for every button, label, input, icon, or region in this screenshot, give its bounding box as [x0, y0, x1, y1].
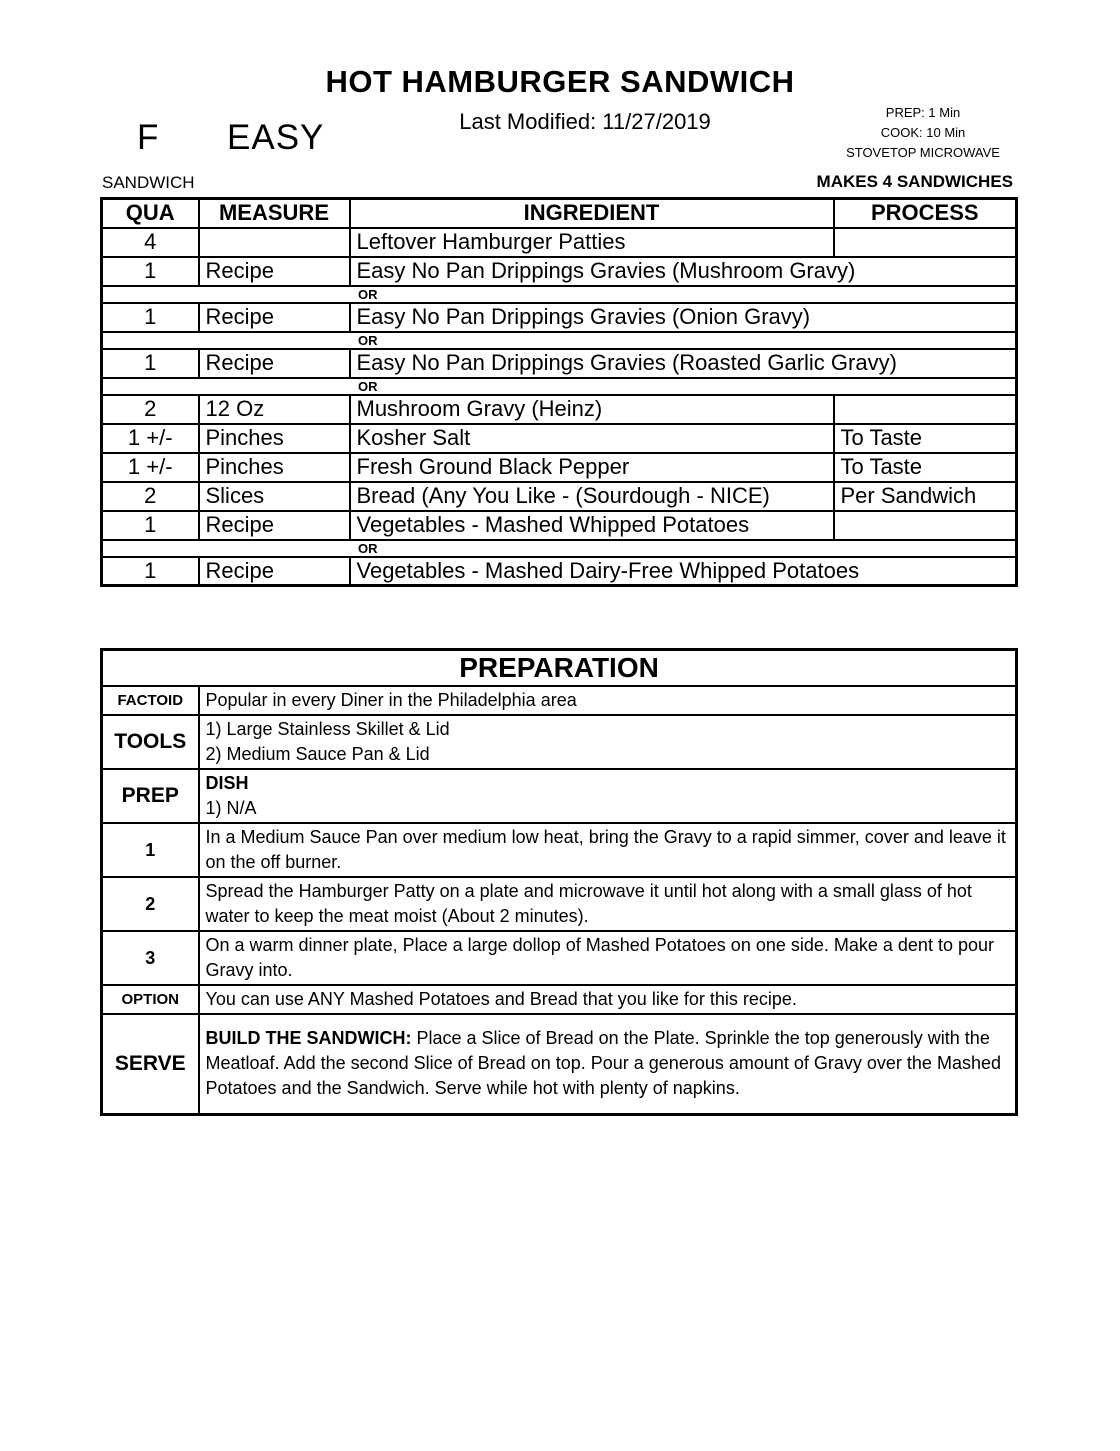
process-cell: To Taste — [834, 424, 1017, 453]
step-row — [102, 877, 1017, 931]
serve-lead: BUILD THE SANDWICH: — [205, 1028, 412, 1049]
col-header-qua: QUA — [102, 199, 199, 228]
ingredient-row — [102, 424, 1017, 453]
factoid-label: FACTOID — [102, 686, 199, 715]
measure-cell: Recipe — [199, 557, 350, 586]
serve-label: SERVE — [102, 1014, 199, 1114]
prep-item: 1) N/A — [205, 798, 257, 818]
grade-label: F — [137, 118, 159, 157]
tool-item: 2) Medium Sauce Pan & Lid — [205, 744, 430, 764]
step-row — [102, 823, 1017, 877]
ingredient-row — [102, 395, 1017, 424]
step-row — [102, 931, 1017, 985]
tools-row — [102, 715, 1017, 769]
prep-details — [199, 769, 1017, 823]
ingredient-cell: Vegetables - Mashed Dairy-Free Whipped Potatoes — [350, 557, 1017, 586]
ingredient-row — [102, 453, 1017, 482]
measure-cell: Pinches — [199, 424, 350, 453]
qua-cell: 1 — [102, 303, 199, 332]
ingredient-row — [102, 349, 1017, 378]
difficulty-label: EASY — [227, 118, 325, 157]
serve-row — [102, 1014, 1017, 1114]
tool-item: 1) Large Stainless Skillet & Lid — [205, 719, 450, 739]
ingredient-cell: Easy No Pan Drippings Gravies (Onion Gravy) — [350, 303, 1017, 332]
prep-time: PREP: 1 Min — [885, 105, 961, 120]
option-label: OPTION — [102, 985, 199, 1014]
factoid-text: Popular in every Diner in the Philadelphia area — [199, 686, 1017, 715]
preparation-title: PREPARATION — [102, 650, 1017, 687]
ingredient-row — [102, 303, 1017, 332]
tools-list — [199, 715, 1017, 769]
or-row — [102, 540, 1017, 557]
timing-block — [832, 103, 1014, 163]
process-cell — [834, 395, 1017, 424]
serve-body: Place a Slice of Bread on the Plate. Sprinkle the top generously with the Meatloaf. Add the second Slice of Bread on top. Pour a generous amount of Gravy over the Mashed Potatoes and the Sandwich. Serve while hot with plenty of napkins. — [205, 1028, 1001, 1099]
ingredient-cell: Mushroom Gravy (Heinz) — [350, 395, 834, 424]
step-text: In a Medium Sauce Pan over medium low heat, bring the Gravy to a rapid simmer, cover and leave it on the off burner. — [199, 823, 1017, 877]
ingredient-cell: Easy No Pan Drippings Gravies (Roasted Garlic Gravy) — [350, 349, 1017, 378]
ingredient-cell: Kosher Salt — [350, 424, 834, 453]
process-cell: Per Sandwich — [834, 482, 1017, 511]
qua-cell: 1 +/- — [102, 453, 199, 482]
ingredients-table — [100, 197, 1018, 587]
preparation-table — [100, 648, 1018, 1116]
prep-label: PREP — [102, 769, 199, 823]
qua-cell: 1 +/- — [102, 424, 199, 453]
step-number: 1 — [102, 823, 199, 877]
step-number: 2 — [102, 877, 199, 931]
or-label: OR — [102, 286, 1017, 303]
ingredient-cell: Leftover Hamburger Patties — [350, 228, 834, 257]
ingredient-row — [102, 257, 1017, 286]
or-row — [102, 286, 1017, 303]
ingredient-row — [102, 511, 1017, 540]
page-title: HOT HAMBURGER SANDWICH — [325, 64, 795, 99]
ingredient-cell: Easy No Pan Drippings Gravies (Mushroom Gravy) — [350, 257, 1017, 286]
step-number: 3 — [102, 931, 199, 985]
ingredient-cell: Bread (Any You Like - (Sourdough - NICE) — [350, 482, 834, 511]
process-cell: To Taste — [834, 453, 1017, 482]
ingredient-row — [102, 228, 1017, 257]
measure-cell: Pinches — [199, 453, 350, 482]
col-header-process: PROCESS — [834, 199, 1017, 228]
or-label: OR — [102, 540, 1017, 557]
or-row — [102, 332, 1017, 349]
ingredient-row — [102, 482, 1017, 511]
qua-cell: 1 — [102, 557, 199, 586]
qua-cell: 1 — [102, 257, 199, 286]
qua-cell: 2 — [102, 482, 199, 511]
ingredient-cell: Vegetables - Mashed Whipped Potatoes — [350, 511, 834, 540]
option-text: You can use ANY Mashed Potatoes and Bread that you like for this recipe. — [199, 985, 1017, 1014]
cook-method: STOVETOP MICROWAVE — [846, 145, 1000, 160]
step-text: On a warm dinner plate, Place a large dollop of Mashed Potatoes on one side. Make a dent to pour Gravy into. — [199, 931, 1017, 985]
qua-cell: 4 — [102, 228, 199, 257]
measure-cell: Recipe — [199, 303, 350, 332]
yield-label: MAKES 4 SANDWICHES — [816, 172, 1013, 191]
cook-time: COOK: 10 Min — [880, 125, 966, 140]
or-row — [102, 378, 1017, 395]
qua-cell: 1 — [102, 349, 199, 378]
or-label: OR — [102, 332, 1017, 349]
process-cell — [834, 228, 1017, 257]
qua-cell: 1 — [102, 511, 199, 540]
qua-cell: 2 — [102, 395, 199, 424]
measure-cell: Recipe — [199, 349, 350, 378]
or-label: OR — [102, 378, 1017, 395]
measure-cell: Recipe — [199, 511, 350, 540]
measure-cell: Recipe — [199, 257, 350, 286]
col-header-ingredient: INGREDIENT — [350, 199, 834, 228]
tools-label: TOOLS — [102, 715, 199, 769]
preparation-header-row — [102, 650, 1017, 687]
ingredients-header-row — [102, 199, 1017, 228]
ingredient-row — [102, 557, 1017, 586]
prep-heading: DISH — [205, 773, 249, 793]
step-text: Spread the Hamburger Patty on a plate and microwave it until hot along with a small glass of hot water to keep the meat moist (About 2 minutes). — [199, 877, 1017, 931]
ingredient-cell: Fresh Ground Black Pepper — [350, 453, 834, 482]
factoid-row — [102, 686, 1017, 715]
prep-row — [102, 769, 1017, 823]
last-modified-text: Last Modified: 11/27/2019 — [459, 109, 711, 134]
measure-cell: Slices — [199, 482, 350, 511]
category-label: SANDWICH — [102, 173, 195, 192]
serve-text — [199, 1014, 1017, 1114]
col-header-measure: MEASURE — [199, 199, 350, 228]
measure-cell — [199, 228, 350, 257]
process-cell — [834, 511, 1017, 540]
option-row — [102, 985, 1017, 1014]
measure-cell: 12 Oz — [199, 395, 350, 424]
